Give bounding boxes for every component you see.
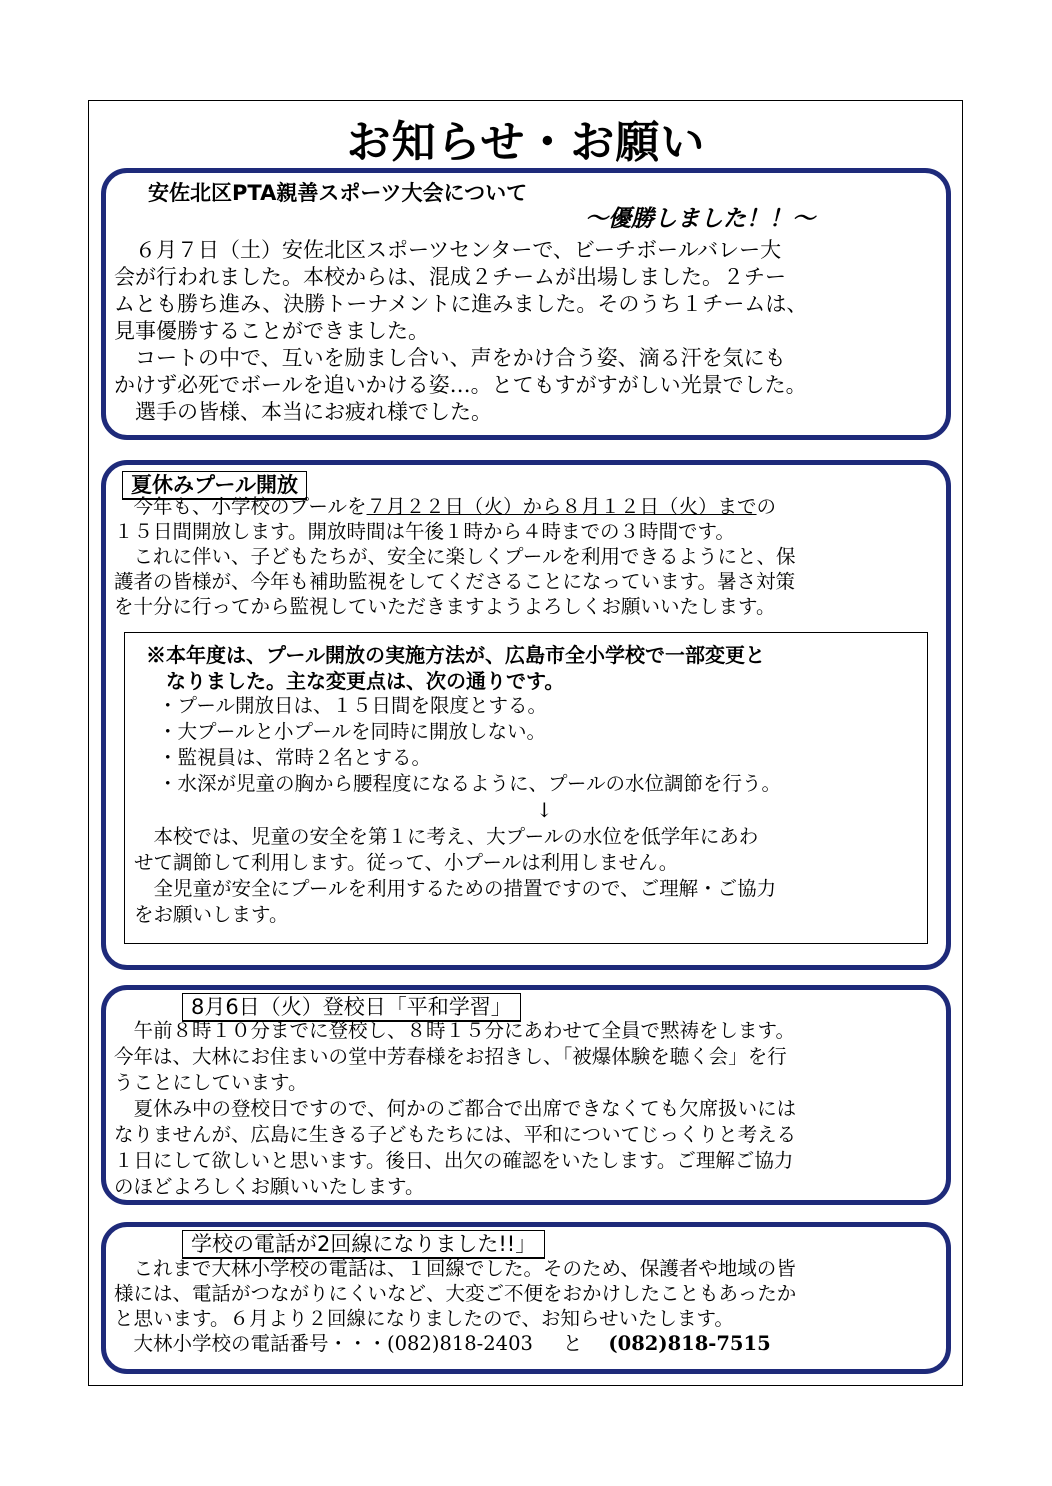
pool-line: １５日間開放します。開放時間は午後１時から４時までの３時間です。: [114, 520, 735, 543]
phone-line: これまで大林小学校の電話は、１回線でした。そのため、保護者や地域の皆: [114, 1257, 796, 1280]
sports-line: 見事優勝することができました。: [114, 319, 429, 343]
pool-notice-heading: ※本年度は、プール開放の実施方法が、広島市全小学校で一部変更と なりました。主な変更点は、次の通りです。: [146, 643, 765, 693]
sports-body: [114, 237, 807, 426]
pool-changes-list: [158, 693, 781, 797]
pool-dates: ７月２２日（火）から８月１２日（火）まで: [366, 495, 757, 518]
down-arrow-icon: ↓: [536, 798, 553, 822]
list-item: ・水深が児童の胸から腰程度になるように、プールの水位調節を行う。: [158, 772, 782, 795]
peace-line: のほどよろしくお願いいたします。: [114, 1175, 425, 1198]
list-item: ・大プールと小プールを同時に開放しない。: [158, 720, 547, 743]
peace-heading: 8月6日（火）登校日「平和学習」: [182, 993, 521, 1022]
sports-line: 会が行われました。本校からは、混成２チームが出場しました。２チー: [114, 265, 786, 289]
phone-body: [114, 1256, 796, 1356]
page-title: お知らせ・お願い: [346, 117, 706, 168]
sports-line: 選手の皆様、本当にお疲れ様でした。: [114, 400, 492, 424]
sports-subheading: 〜優勝しました！！〜: [585, 206, 815, 232]
peace-line: 今年は、大林にお住まいの堂中芳春様をお招きし、「被爆体験を聴く会」を行: [114, 1045, 787, 1068]
phone-line: と思います。６月より２回線になりましたので、お知らせいたします。: [114, 1307, 734, 1330]
phone-heading: 学校の電話が2回線になりました!!」: [182, 1230, 545, 1259]
pool-line-1: 今年も、小学校のプールを７月２２日（火）から８月１２日（火）までの: [114, 495, 777, 518]
sports-line: ６月７日（土）安佐北区スポーツセンターで、ビーチボールバレー大: [114, 238, 782, 262]
list-item: ・プール開放日は、１５日間を限度とする。: [158, 694, 548, 717]
phone-number-2: (082)818-7515: [608, 1332, 771, 1355]
pool-notice-body: 本校では、児童の安全を第１に考え、大プールの水位を低学年にあわ せて調節して利用します。従って、小プールは利用しません。 全児童が安全にプールを利用するための措置ですので、ご理解・ご協力 をお願いします。: [134, 825, 777, 926]
peace-line: 午前８時１０分までに登校し、８時１５分にあわせて全員で黙祷をします。: [114, 1019, 795, 1042]
peace-line: なりませんが、広島に生きる子どもたちには、平和についてじっくりと考える: [114, 1123, 797, 1146]
phone-line: 様には、電話がつながりにくいなど、大変ご不便をおかけしたこともあったか: [114, 1282, 797, 1305]
phone-number-1: (082)818-2403: [387, 1332, 533, 1355]
phone-numbers-line: 大林小学校の電話番号・・・(082)818-2403 と (082)818-7515: [114, 1332, 771, 1355]
pool-line: これに伴い、子どもたちが、安全に楽しくプールを利用できるようにと、保: [114, 545, 796, 568]
peace-body: [114, 1018, 796, 1200]
sports-line: コートの中で、互いを励まし合い、声をかけ合う姿、滴る汗を気にも: [114, 346, 786, 370]
pool-heading: 夏休みプール開放: [122, 471, 307, 500]
sports-line: ムとも勝ち進み、決勝トーナメントに進みました。そのうち１チームは、: [114, 292, 808, 316]
peace-line: 夏休み中の登校日ですので、何かのご都合で出席できなくても欠席扱いには: [114, 1097, 797, 1120]
sports-line: かけず必死でボールを追いかける姿…。とてもすがすがしい光景でした。: [114, 373, 807, 397]
peace-line: １日にして欲しいと思います。後日、出欠の確認をいたします。ご理解ご協力: [114, 1149, 794, 1172]
peace-line: うことにしています。: [114, 1071, 308, 1094]
pool-body: [114, 494, 796, 619]
list-item: ・監視員は、常時２名とする。: [158, 746, 432, 769]
sports-heading: 安佐北区PTA親善スポーツ大会について: [148, 181, 528, 205]
pool-line: 護者の皆様が、今年も補助監視をしてくださることになっています。暑さ対策: [114, 570, 795, 593]
phone-connector: と: [562, 1332, 583, 1355]
pool-line: を十分に行ってから監視していただきますようよろしくお願いいたします。: [114, 595, 776, 618]
